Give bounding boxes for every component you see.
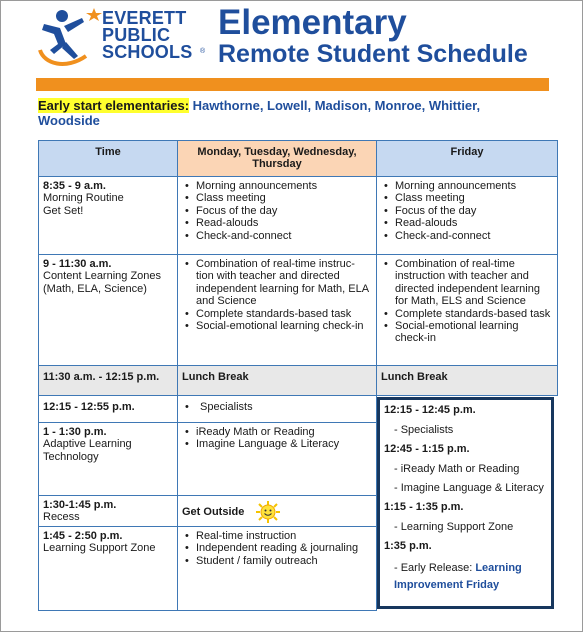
row1-mtwth [177, 176, 377, 255]
row6-time [38, 495, 178, 527]
row6-time-range: 1:30-1:45 p.m. [43, 499, 117, 511]
row2-time-desc: Content Learning Zones [43, 270, 162, 283]
row2-time-range: 9 - 11:30 a.m. [43, 258, 112, 270]
logo-line-1: EVERETT [102, 8, 187, 28]
list-item: • Focus of the day [381, 205, 553, 217]
list-item: • iReady Math or Reading [182, 426, 372, 438]
header-mtwth-label: Monday, Tuesday, Wednesday, Thursday [197, 146, 357, 171]
list-item: • Class meeting [182, 192, 372, 204]
list-item: • Student / family outreach [182, 555, 372, 567]
friday-time-range: 1:15 - 1:35 p.m. [384, 501, 464, 513]
row5-time [38, 422, 178, 496]
header-friday [376, 140, 558, 177]
lunch-break-label: Lunch Break [381, 371, 448, 383]
row7-mtwth [177, 526, 377, 611]
early-start-note [38, 98, 538, 128]
row3-mtwth [177, 365, 377, 396]
friday-activity: - Learning Support Zone [394, 521, 514, 533]
row3-time-range: 11:30 a.m. - 12:15 p.m. [43, 371, 160, 383]
page-title: Elementary [218, 3, 407, 42]
row7-time [38, 526, 178, 611]
list-item: • Morning announcements [381, 180, 553, 192]
friday-time-range: 12:15 - 12:45 p.m. [384, 404, 476, 416]
header-time [38, 140, 178, 177]
row1-time-desc: Morning Routine [43, 192, 124, 205]
row1-friday [376, 176, 558, 255]
sun-icon [253, 500, 283, 524]
list-item: • Focus of the day [182, 205, 372, 217]
list-item: • Social-emotional learning check-in [381, 320, 553, 345]
list-item: • Read-alouds [182, 217, 372, 229]
registered-mark: ® [200, 48, 206, 55]
row4-time [38, 395, 178, 423]
row2-friday [376, 254, 558, 366]
list-item: • Complete standards-based task [381, 308, 553, 320]
header-mtwth [177, 140, 377, 177]
row7-time-range: 1:45 - 2:50 p.m. [43, 530, 123, 542]
row4-mtwth [177, 395, 377, 423]
get-outside-label: Get Outside [182, 505, 245, 518]
row7-time-desc: Learning Support Zone [43, 542, 156, 555]
friday-early-release [394, 560, 547, 594]
header-time-label: Time [95, 146, 121, 158]
row5-mtwth [177, 422, 377, 496]
header-friday-label: Friday [450, 146, 484, 158]
logo-line-3: SCHOOLS [102, 42, 193, 62]
list-item: • Complete standards-based task [182, 308, 372, 320]
row3-friday [376, 365, 558, 396]
row2-time-desc: (Math, ELA, Science) [43, 282, 147, 295]
list-item: • Independent reading & journaling [182, 542, 372, 554]
row2-time [38, 254, 178, 366]
list-item: • Combination of real-time instruc-tion with teacher and directed independent learning for Math, ELA and Science [182, 258, 372, 308]
early-start-label: Early start elementaries: [38, 98, 190, 113]
learning-improvement-friday-link[interactable]: Learning Improvement Friday [394, 562, 522, 591]
friday-time-range: 1:35 p.m. [384, 540, 432, 552]
list-item: • Real-time instruction [182, 530, 372, 542]
row6-time-desc: Recess [43, 511, 80, 524]
row6-mtwth [177, 495, 377, 527]
row5-time-range: 1 - 1:30 p.m. [43, 426, 107, 438]
district-logo [36, 4, 206, 70]
list-item: • Combination of real-time instruction with teacher and directed independent learning for Math, ELS and Science [381, 258, 553, 308]
friday-activity: - iReady Math or Reading [394, 463, 520, 475]
list-item: • Social-emotional learning check-in [182, 320, 372, 332]
early-start-schools: Hawthorne, Lowell, Madison, Monroe, Whittier, Woodside [38, 98, 481, 128]
row1-time-range: 8:35 - 9 a.m. [43, 180, 106, 192]
row5-time-desc: Adaptive Learning [43, 438, 132, 451]
row3-time [38, 365, 178, 396]
list-item: • Specialists [182, 401, 372, 413]
row5-time-desc: Technology [43, 450, 99, 463]
friday-activity: - Imagine Language & Literacy [394, 482, 544, 494]
row1-time-desc: Get Set! [43, 204, 84, 217]
friday-activity: - Specialists [394, 424, 454, 436]
logo-line-2: PUBLIC [102, 25, 171, 45]
logo-text [102, 10, 192, 61]
list-item: • Morning announcements [182, 180, 372, 192]
row4-time-range: 12:15 - 12:55 p.m. [43, 401, 135, 413]
friday-time-range: 12:45 - 1:15 p.m. [384, 443, 470, 455]
friday-afternoon-box [377, 397, 554, 609]
page-subtitle: Remote Student Schedule [218, 40, 528, 68]
list-item: • Read-alouds [381, 217, 553, 229]
runner-logo-icon [36, 4, 106, 70]
row2-mtwth [177, 254, 377, 366]
list-item: • Class meeting [381, 192, 553, 204]
lunch-break-label: Lunch Break [182, 371, 249, 383]
orange-divider [36, 78, 549, 91]
list-item: • Imagine Language & Literacy [182, 438, 372, 450]
list-item: • Check-and-connect [182, 230, 372, 242]
row1-time [38, 176, 178, 255]
early-release-prefix: - Early Release: [394, 562, 476, 574]
list-item: • Check-and-connect [381, 230, 553, 242]
